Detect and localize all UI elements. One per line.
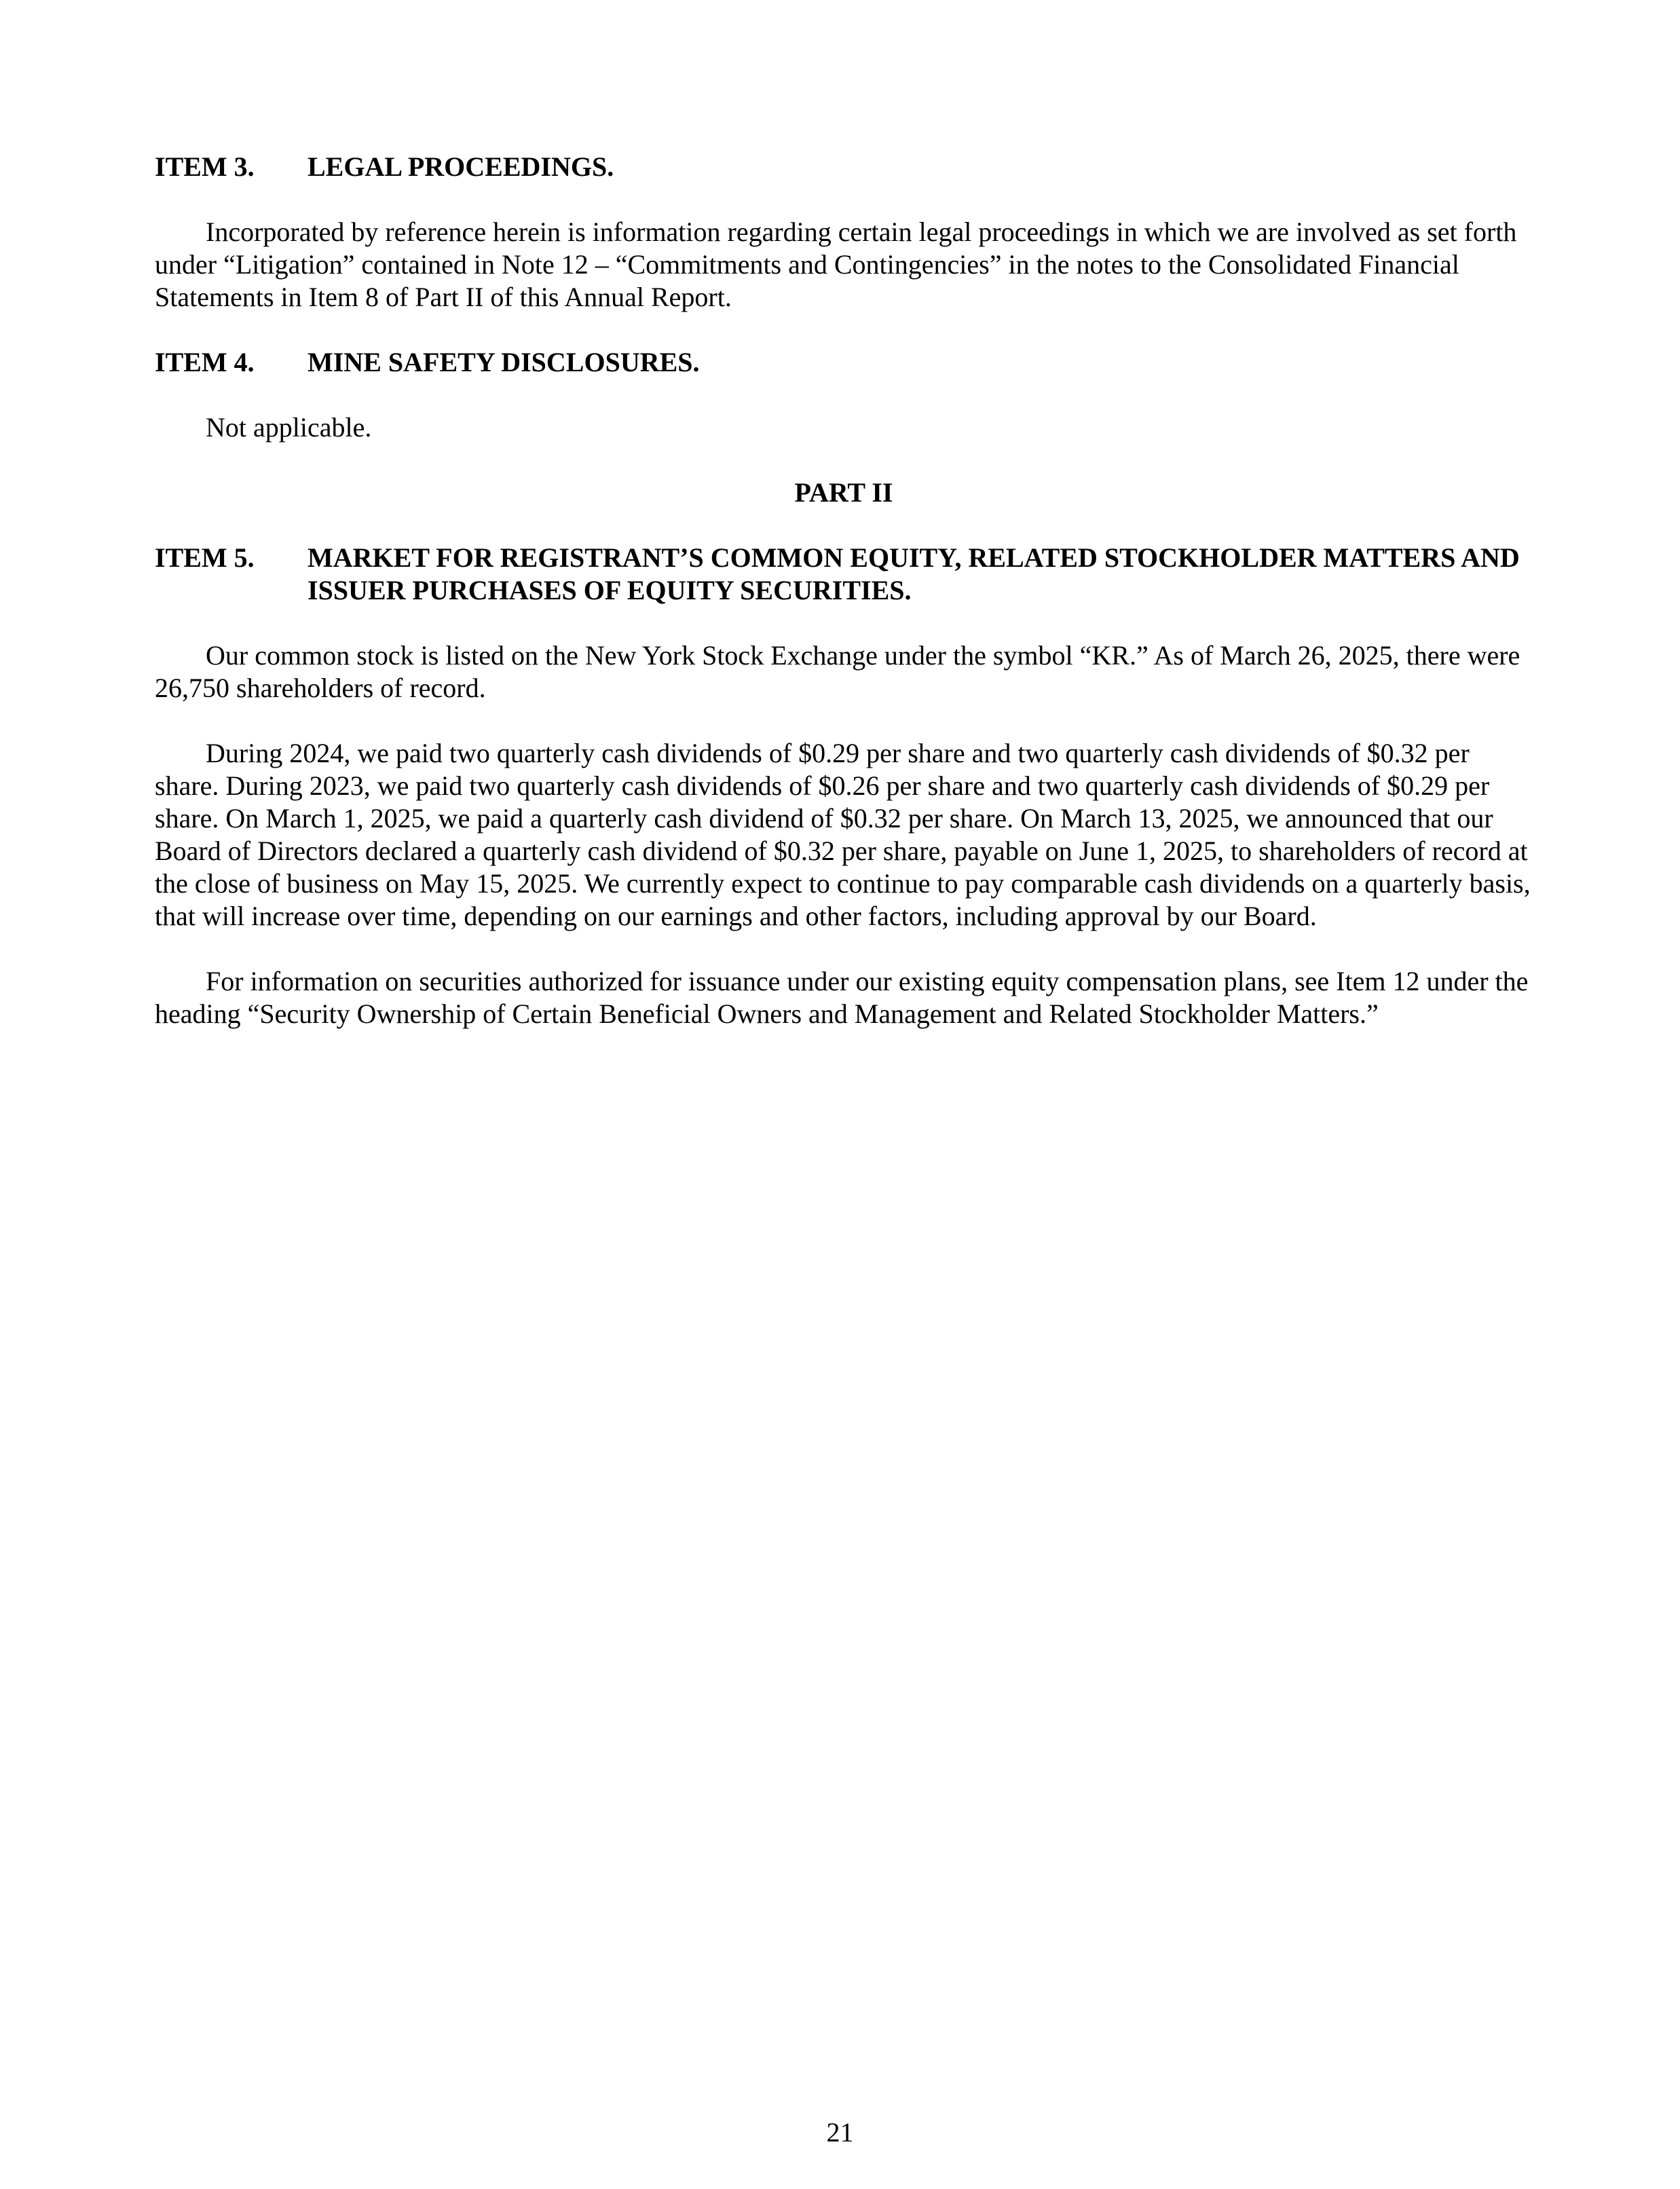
- item-4-number: ITEM 4.: [155, 347, 255, 377]
- item-3-number: ITEM 3.: [155, 151, 255, 182]
- item-3-title: LEGAL PROCEEDINGS.: [307, 151, 614, 182]
- item-5-paragraph-listing: Our common stock is listed on the New York Stock Exchange under the symbol “KR.” As of March 26, 2025, there were 26,750 shareholders of record.: [155, 640, 1520, 703]
- item-5-heading: [155, 542, 1533, 607]
- item-5-title: MARKET FOR REGISTRANT’S COMMON EQUITY, RELATED STOCKHOLDER MATTERS AND ISSUER PURCHASES OF EQUITY SECURITIES.: [307, 542, 1520, 605]
- item-4-paragraph: Not applicable.: [206, 412, 372, 443]
- item-3-heading: [155, 151, 1533, 183]
- item-3-paragraph: Incorporated by reference herein is information regarding certain legal proceedings in which we are involved as set forth under “Litigation” contained in Note 12 – “Commitments and Contingencies” in the notes to the Consolidated Financial Statements in Item 8 of Part II of this Annual Report.: [155, 217, 1517, 312]
- part-heading: PART II: [794, 477, 893, 508]
- item-5-paragraph-dividends: During 2024, we paid two quarterly cash dividends of $0.29 per share and two quarterly cash dividends of $0.32 per share. During 2023, we paid two quarterly cash dividends of $0.26 per share and two quarterly cash dividends of $0.29 per share. On March 1, 2025, we paid a quarterly cash dividend of $0.32 per share. On March 13, 2025, we announced that our Board of Directors declared a quarterly cash dividend of $0.32 per share, payable on June 1, 2025, to shareholders of record at the close of business on May 15, 2025. We currently expect to continue to pay comparable cash dividends on a quarterly basis, that will increase over time, depending on our earnings and other factors, including approval by our Board.: [155, 738, 1531, 931]
- item-5-number: ITEM 5.: [155, 542, 255, 573]
- document-page: [155, 151, 1533, 1030]
- item-4-heading: [155, 346, 1533, 379]
- item-4-title: MINE SAFETY DISCLOSURES.: [307, 347, 700, 377]
- item-5-paragraph-equity-plans: For information on securities authorized for issuance under our existing equity compensation plans, see Item 12 under the heading “Security Ownership of Certain Beneficial Owners and Management and Related Stockholder Matters.”: [155, 966, 1529, 1029]
- page-number: 21: [826, 2117, 854, 2148]
